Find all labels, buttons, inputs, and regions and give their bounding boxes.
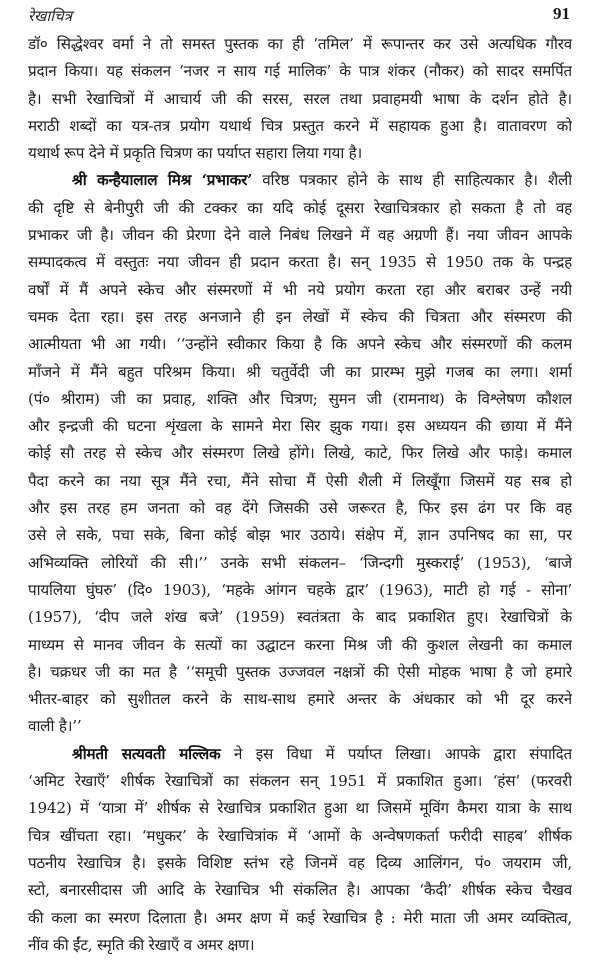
text-run: वरिष्ठ पत्रकार होने के साथ ही साहित्यकार है। शैली bbox=[252, 171, 572, 190]
text-line: पैदा करने का नया सूत्र मैंने रचा, मैंने सोचा मैं ऐसी शैली में लिखूँगा जिसमें यह सब हो bbox=[28, 471, 572, 490]
text-line: पठनीय रेखाचित्र है। इसके विशिष्ट स्तंभ रहे जिनमें वह दिव्य आलिंगन, पं० जयराम जी, bbox=[28, 853, 572, 872]
author-name-bold: श्री कन्हैयालाल मिश्र ‘प्रभाकर’ bbox=[72, 171, 253, 190]
text-line: डॉ० सिद्धेश्वर वर्मा ने तो समस्त पुस्तक का ही ‘तमिल’ में रूपान्तर कर उसे अत्यधिक गौरव bbox=[28, 35, 572, 53]
page-number: 91 bbox=[553, 4, 570, 23]
text-line: है। सभी रेखाचित्रों में आचार्य जी की सरस, सरल तथा प्रवाहमयी भाषा के दर्शन होते है। bbox=[28, 89, 572, 108]
text-line-first bbox=[28, 741, 572, 768]
text-line: प्रदान किया। यह संकलन ‘नजर न साय गई मालिक’ के पात्र शंकर (नौकर) को सादर समर्पित bbox=[28, 62, 572, 81]
text-line: उसे ले सके, पचा सके, बिना कोई बोझ भार उठाये। संक्षेप में, ज्ञान उपनिषद का सा, पर bbox=[28, 526, 572, 545]
text-line: है। चक्रधर जी का मत है ‘‘समूची पुस्तक उज्जवल नक्षत्रों की ऐसी मोहक भाषा है जो हमारे bbox=[28, 662, 572, 681]
text-line: वर्षों में मैं अपने स्केच और संस्मरणों में भी नये प्रयोग करता रहा और बराबर उन्हें नयी bbox=[28, 280, 572, 299]
text-line: की कला का स्मरण दिलाता है। अमर क्षण में कई रेखाचित्र है : मेरी माता जी अमर व्यक्तित्व, bbox=[28, 908, 572, 927]
text-line: अभिव्यक्ति लोरियों की सी।’’ उनके सभी संकलन– ‘जिन्दगी मुस्कराई’ (1953), ‘बाजे bbox=[28, 553, 572, 572]
text-line: पायलिया घुंघरु’ (दि० 1903), ‘महके आंगन चहके द्वार’ (1963), माटी हो गई - सोना’ bbox=[28, 580, 572, 599]
text-line: और इस तरह हम जनता को वह देंगे जिसकी उसे जरूरत है, फिर इस ढंग पर कि वह bbox=[28, 499, 572, 518]
text-line: कोई सौ तरह से स्केच और संस्मरण लिखे होंगे। लिखे, काटे, फिर लिखे और फाड़े। कमाल bbox=[28, 444, 572, 463]
text-line: माध्यम से मानव जीवन के सत्यों का उद्घाटन करना मिश्र जी की कुशल लेखनी का कमाल bbox=[28, 635, 572, 654]
text-line: आत्मीयता भी आ गयी। ‘‘उन्होंने स्वीकार किया है कि अपने स्केच और संस्मरणों की कलम bbox=[28, 335, 572, 354]
text-line: (पं० श्रीराम) जी का प्रवाह, शक्ति और चित्रण; सुमन जी (रामनाथ) के विश्लेषण कौशल bbox=[28, 389, 572, 408]
text-line: की दृष्टि से बेनीपुरी जी की टक्कर का यदि कोई दूसरा रेखाचित्रकार हो सकता है तो वह bbox=[28, 198, 572, 217]
text-line: चमक देता रहा। इस तरह अनजाने ही इन लेखों में स्केच की चित्रता और संस्मरण की bbox=[28, 307, 572, 326]
text-line: सम्पादकत्व में वस्तुतः नया जीवन ही प्रदान करता है। सन् 1935 से 1950 तक के पन्द्रह bbox=[28, 253, 572, 272]
text-line: ‘अमिट रेखाएँ’ शीर्षक रेखाचित्रों का संकलन सन् 1951 में प्रकाशित हुआ। ‘हंस’ (फरवरी bbox=[28, 772, 572, 791]
text-line: स्टो, बनारसीदास जी आदि के रेखाचित्र भी संकलित है। आपका ‘कैदी’ शीर्षक स्केच चैखव bbox=[28, 881, 572, 900]
text-line: (1957), ‘दीप जले शंख बजे’ (1959) स्वतंत्रता के बाद प्रकाशित हुए। रेखाचित्रों के bbox=[28, 608, 572, 627]
paragraph-1 bbox=[28, 31, 572, 167]
text-line: वाली है।’’ bbox=[28, 717, 82, 736]
text-line: 1942) में ‘यात्रा में’ शीर्षक से रेखाचित्र प्रकाशित हुआ था जिसमें मूविंग कैमरा यात्रा के साथ bbox=[28, 799, 572, 818]
body-text bbox=[28, 31, 572, 959]
author-name-bold: श्रीमती सत्यवती मल्लिक bbox=[72, 744, 221, 763]
text-line-first bbox=[28, 167, 572, 194]
text-line: माँजने में मैंने बहुत परिश्रम किया। श्री चतुर्वेदी जी का प्रारम्भ मुझे गजब का लगा। शर्मा bbox=[28, 362, 572, 381]
running-header bbox=[28, 4, 572, 28]
text-line: भीतर-बाहर को सुशीतल करने के साथ-साथ हमारे अन्तर के अंधकार को भी दूर करने bbox=[28, 690, 572, 709]
text-line: नींव की ईंट, स्मृति की रेखाएँ व अमर क्षण। bbox=[28, 935, 255, 954]
text-line: प्रभाकर जी है। जीवन की प्रेरणा देने वाले निबंध लिखने में वह अग्रणी हैं। नया जीवन आपके bbox=[28, 226, 572, 245]
text-line: यथार्थ रूप देने में प्रकृति चित्रण का पर्याप्त सहारा लिया गया है। bbox=[28, 144, 363, 163]
paragraph-3 bbox=[28, 741, 572, 959]
chapter-title: रेखाचित्र bbox=[28, 7, 72, 25]
text-line: चित्र खींचता रहा। ‘मधुकर’ के रेखाचित्रांक में ‘आमों के अन्वेषणकर्ता फरीदी साहब’ शीर्षक bbox=[28, 826, 572, 845]
text-run: ने इस विधा में पर्याप्त लिखा। आपके द्वारा संपादित bbox=[220, 744, 572, 763]
text-line: और इन्द्रजी की घटना शृंखला के सामने मेरा सिर झुक गया। इस अध्ययन की छाया में मैंने bbox=[28, 417, 572, 436]
paragraph-2 bbox=[28, 167, 572, 740]
text-line: मराठी शब्दों का यत्र-तत्र प्रयोग यथार्थ चित्र प्रस्तुत करने में सहायक हुआ है। वातावरण को bbox=[28, 116, 572, 135]
